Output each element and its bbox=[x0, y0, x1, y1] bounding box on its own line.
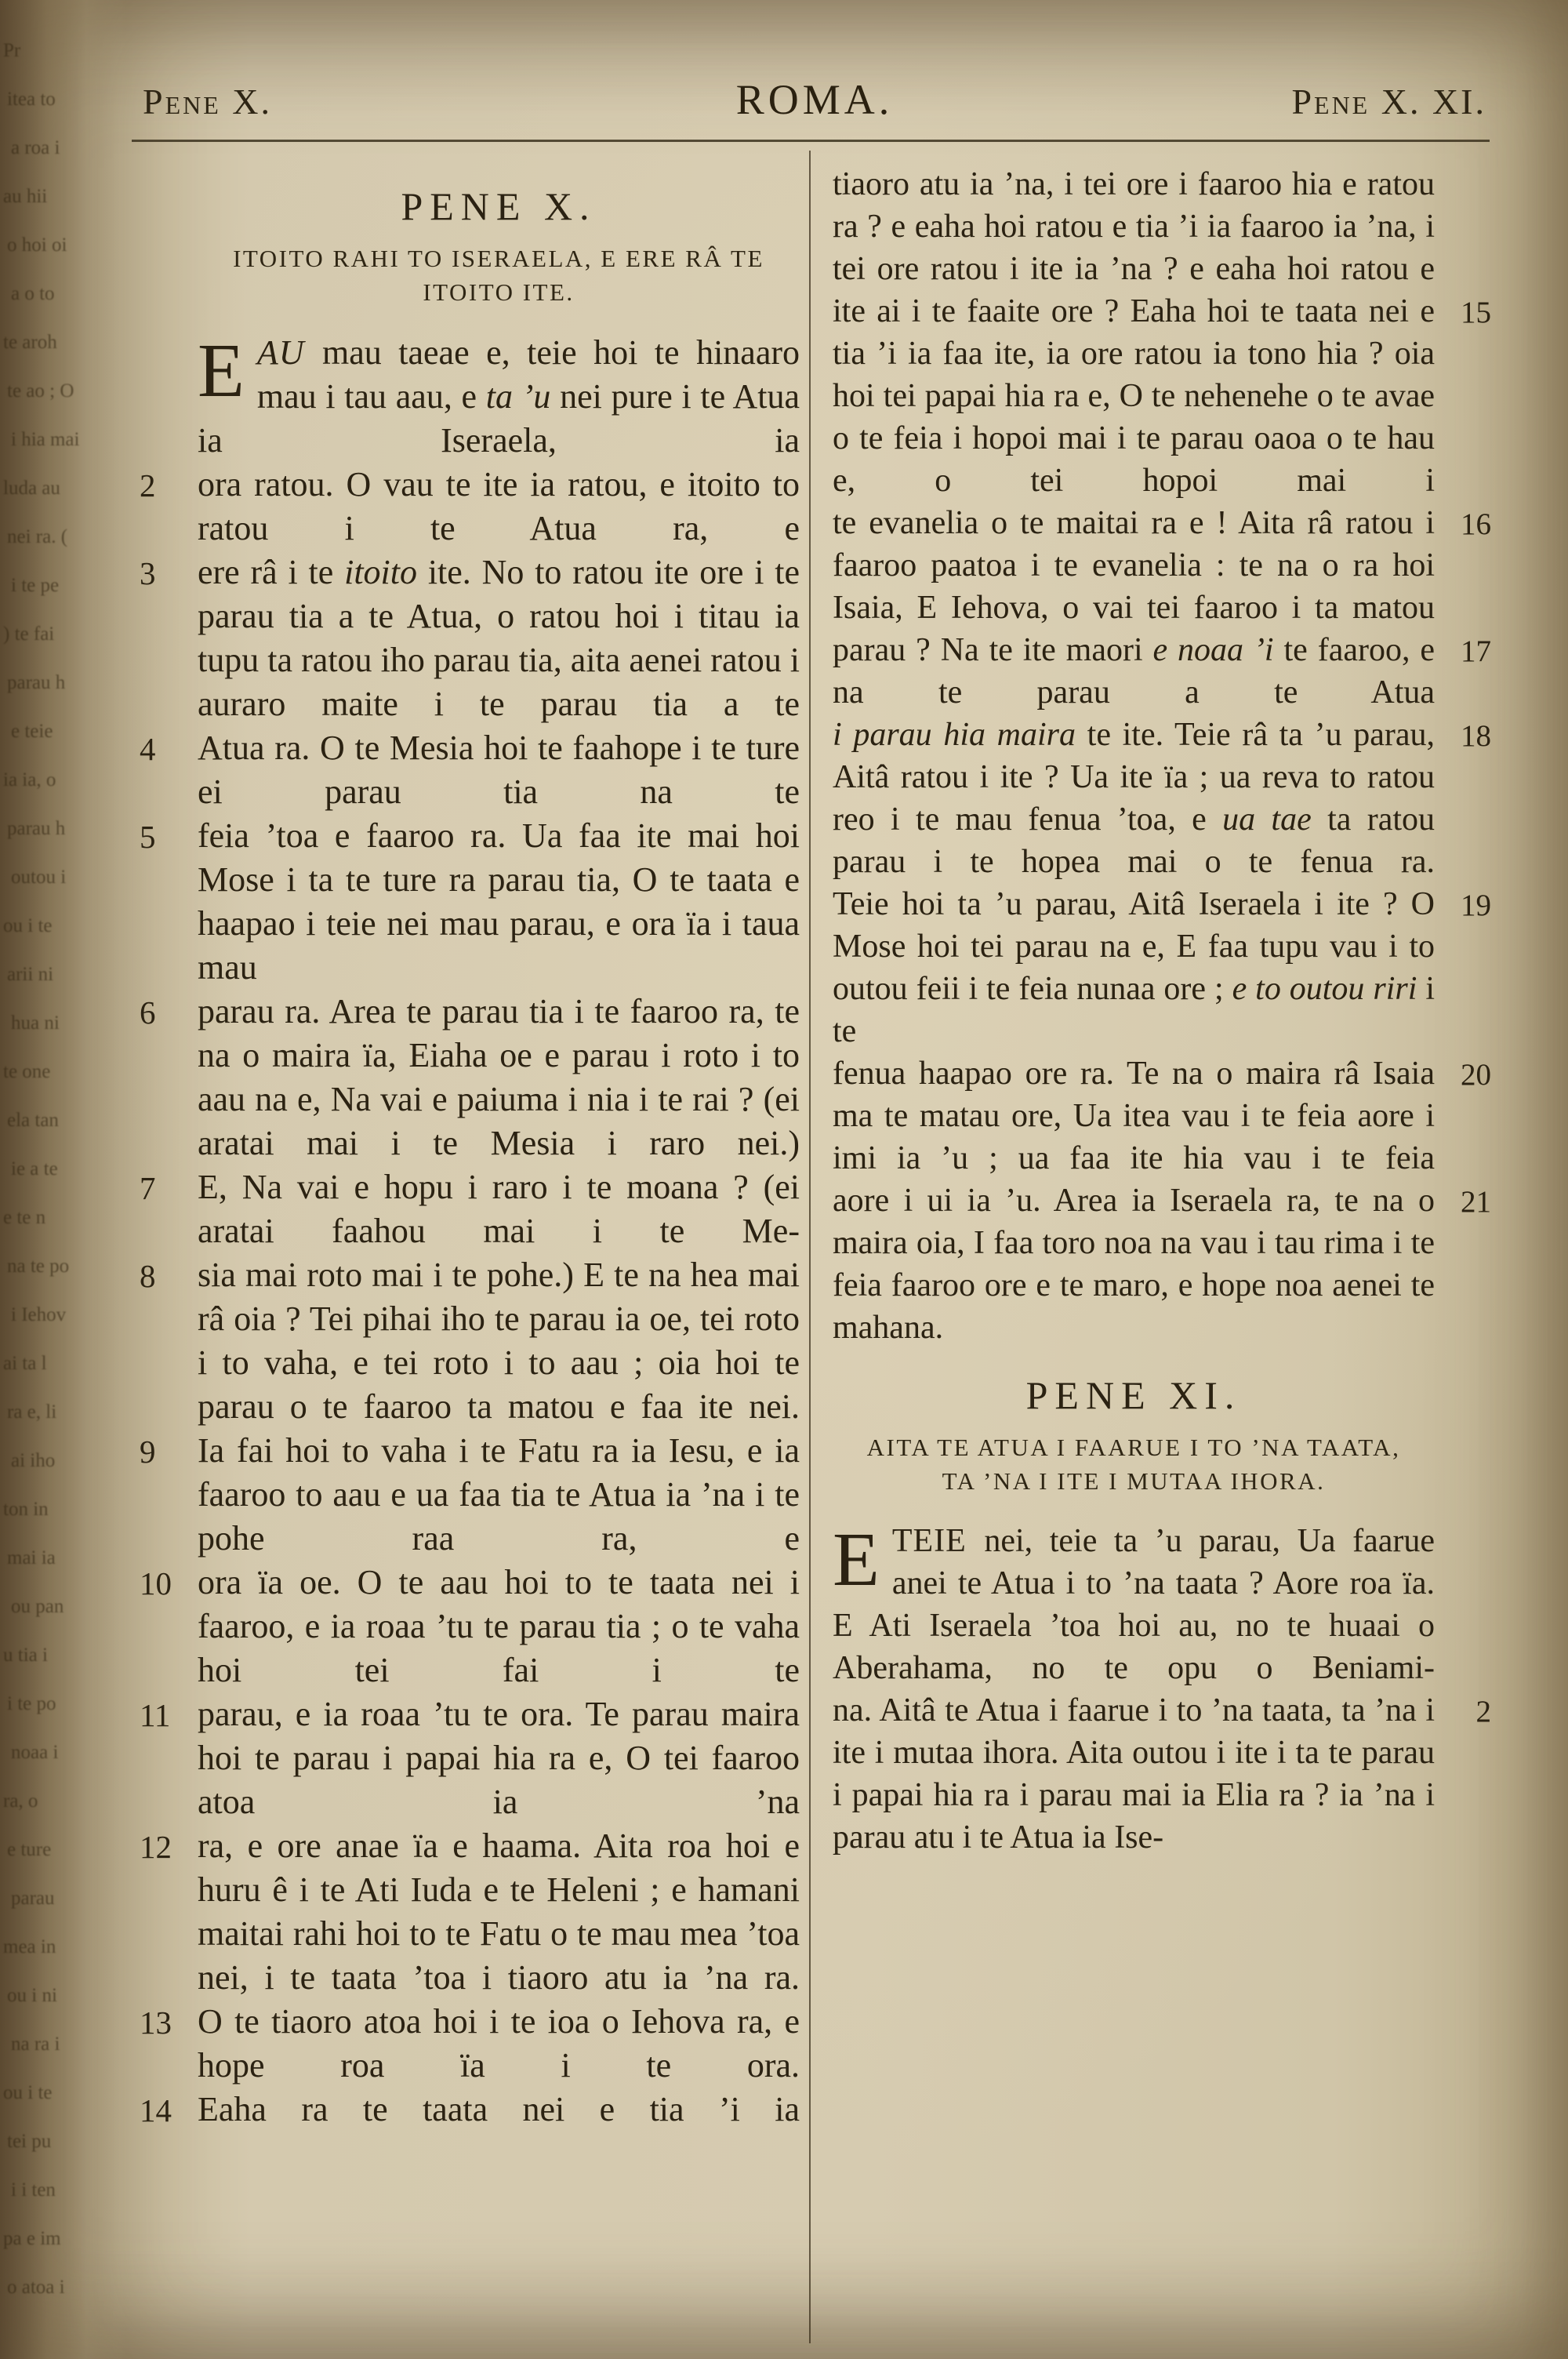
left-column bbox=[140, 163, 800, 2132]
verse bbox=[140, 1561, 800, 1692]
verse-text: sia mai roto mai i te pohe.) E te na hea mai râ oia ? Tei pihai iho te parau ia oe, tei roto i to vaha, e tei roto i to aau ; oia hoi te parau o te faaroo ta matou e faa ite nei. bbox=[198, 1256, 800, 1426]
verse bbox=[140, 1165, 800, 1253]
verse-number: 7 bbox=[140, 1171, 156, 1206]
verse-text: parau ? Na te ite maori bbox=[833, 632, 1153, 668]
edge-text-fragment: e teie bbox=[11, 721, 53, 742]
edge-text-fragment: ton in bbox=[3, 1499, 49, 1520]
edge-text-fragment: au hii bbox=[3, 186, 48, 207]
verse-number: 21 bbox=[1460, 1185, 1491, 1219]
verse-text: E, Na vai e hopu i raro i te moana ? (ei aratai faahou mai i te Me- bbox=[198, 1168, 800, 1250]
edge-text-fragment: e ture bbox=[7, 1839, 52, 1860]
edge-text-fragment: ou pan bbox=[11, 1596, 64, 1617]
edge-text-fragment: i te pe bbox=[11, 575, 60, 596]
verse bbox=[140, 551, 800, 726]
column-divider bbox=[809, 151, 811, 2343]
edge-text-fragment: hua ni bbox=[11, 1012, 60, 1034]
edge-text-fragment: parau h bbox=[7, 672, 66, 693]
edge-text-fragment: luda au bbox=[3, 478, 60, 499]
chapter-xi-title: PENE XI. bbox=[1025, 1373, 1242, 1417]
verse-number: 2 bbox=[1475, 1695, 1491, 1728]
chapter-xi-subtitle: AITA TE ATUA I FAARUE I TO ’NA TAATA, TA ’NA I ITE I MUTAA IHORA. bbox=[866, 1434, 1401, 1495]
edge-text-fragment: arii ni bbox=[7, 964, 54, 985]
edge-text-fragment: i i ten bbox=[11, 2179, 56, 2201]
verse-number: 13 bbox=[140, 2005, 172, 2041]
verse-number: 17 bbox=[1460, 634, 1491, 668]
verse bbox=[140, 2000, 800, 2088]
verse-number: 12 bbox=[140, 1830, 172, 1865]
edge-text-fragment: i hia mai bbox=[11, 429, 80, 450]
right-column bbox=[833, 163, 1491, 1859]
chapter-x-verses bbox=[140, 329, 800, 2132]
edge-text-fragment: ou i ni bbox=[7, 1985, 57, 2006]
verse bbox=[198, 331, 800, 463]
edge-text-fragment: ra, o bbox=[3, 1790, 38, 1812]
edge-text-fragment: ou i te bbox=[3, 2082, 53, 2103]
verse-text: Atua ra. O te Mesia hoi te faahope i te ture ei parau tia na te bbox=[198, 729, 800, 811]
verse-text: parau ra. Area te parau tia i te faaroo ra, te na o maira ïa, Eiaha oe e parau i roto i to aau na e, Na vai e paiuma i nia i te rai ? (ei aratai mai i te Mesia i raro nei.) bbox=[198, 992, 800, 1162]
verse-lead: TEIE bbox=[891, 1523, 985, 1559]
verse bbox=[140, 1692, 800, 1824]
edge-text-fragment: mai ia bbox=[7, 1547, 56, 1568]
verse-text: aore i ui ia ’u. Area ia Iseraela ra, te na o maira oia, I faa toro noa na vau i tau rima i te feia faaroo ore e te maro, e hope noa aenei te mahana. bbox=[833, 1183, 1435, 1346]
verse-number: 15 bbox=[1460, 296, 1491, 329]
verse bbox=[833, 1689, 1491, 1859]
verse-text: fenua haapao ore ra. Te na o maira râ Isaia ma te matau ore, Ua itea vau i te feia aore i imi ia ’u ; ua faa ite hia vau i te feia bbox=[833, 1056, 1435, 1176]
book-title: ROMA. bbox=[735, 76, 894, 123]
running-head-right: Pene X. XI. bbox=[1291, 82, 1486, 122]
edge-text-fragment: parau bbox=[11, 1888, 55, 1909]
chapter-x-verses-continued bbox=[833, 163, 1491, 1349]
verse-number: 11 bbox=[140, 1698, 171, 1733]
edge-text-fragment: a o to bbox=[11, 283, 55, 304]
verse-text: Teie hoi ta ’u parau, Aitâ Iseraela i ite ? O Mose hoi tei parau na e, E faa tupu vau i to outou feii i te feia nunaa ore ; bbox=[833, 886, 1435, 1007]
running-head-left: Pene X. bbox=[143, 82, 273, 122]
edge-text-fragment: i te po bbox=[7, 1693, 56, 1714]
edge-text-fragment: te ao ; O bbox=[7, 380, 74, 402]
verse-text: e to outou riri bbox=[1232, 971, 1417, 1007]
verse-lead: AU bbox=[256, 333, 323, 372]
verse-number: 6 bbox=[140, 995, 156, 1030]
verse-text: te faaroo, e na te parau a te Atua bbox=[833, 632, 1436, 711]
verse-text: ta ratou parau i te hopea mai o te fenua ra. bbox=[833, 801, 1435, 880]
edge-text-fragment: te one bbox=[3, 1061, 51, 1082]
chapter-x-subtitle: ITOITO RAHI TO ISERAELA, E ERE RÂ TE ITOITO ITE. bbox=[233, 245, 764, 306]
verse-number: 20 bbox=[1460, 1058, 1491, 1092]
verse-text: ora ratou. O vau te ite ia ratou, e itoito to ratou i te Atua ra, e bbox=[198, 465, 800, 547]
edge-text-fragment: na te po bbox=[7, 1256, 70, 1277]
verse-text: e noaa ’i bbox=[1152, 632, 1274, 668]
edge-text-fragment: ie a te bbox=[11, 1158, 58, 1180]
verse-text: na. Aitâ te Atua i faarue i to ’na taata, ta ’na i ite i mutaa ihora. Aita outou i ite i ta te parau i papai hia ra i parau mai ia Elia ra ? ia ’na i parau atu i te Atua ia Ise- bbox=[833, 1692, 1435, 1856]
verse-text: itoito bbox=[344, 553, 418, 591]
verse-number: 5 bbox=[140, 820, 156, 855]
verse bbox=[833, 1052, 1491, 1180]
verse-text: ra, e ore anae ïa e haama. Aita roa hoi e huru ê i te Ati Iuda e te Heleni ; e hamani maitai rahi hoi to te Fatu o te mau mea ’toa nei, i te taata ’toa i tiaoro atu ia ’na ra. bbox=[198, 1826, 800, 1997]
verse-text: mau taeae e, teie hoi te hinaaro mau i tau aau, e bbox=[256, 333, 800, 416]
verse bbox=[833, 714, 1491, 883]
verse-text: tiaoro atu ia ’na, i tei ore i faaroo hia e ratou ra ? e eaha hoi ratou e tia ’i ia faaroo ia ’na, i tei ore ratou i ite ia ’na ? e eaha hoi ratou e bbox=[833, 166, 1435, 287]
drop-cap: E bbox=[198, 329, 245, 413]
verse-text: nei, teie ta ’u parau, Ua faarue anei te Atua i to ’na taata ? Aore roa ïa. E Ati Iseraela ’toa hoi au, no te huaai o Aberahama, no te opu o Beniami- bbox=[833, 1523, 1435, 1686]
chapter-xi-verses bbox=[833, 1518, 1491, 1859]
edge-text-fragment: i Iehov bbox=[11, 1304, 67, 1325]
edge-text-fragment: ou i te bbox=[3, 915, 53, 936]
edge-text-fragment: tei pu bbox=[7, 2131, 52, 2152]
verse-text: ite ai i te faaite ore ? Eaha hoi te taata nei e tia ’i ia faa ite, ia ore ratou ia tono hia ? oia hoi tei papai hia ra e, O te nehenehe o te avae o te feia i hopoi mai i te parau oaoa o te hau e, o tei hopoi mai i bbox=[833, 293, 1435, 499]
verse bbox=[833, 1520, 1435, 1689]
edge-text-fragment: nei ra. ( bbox=[7, 526, 68, 547]
chapter-x-title: PENE X. bbox=[401, 184, 597, 228]
verse-text: i te bbox=[833, 971, 1436, 1049]
verse bbox=[833, 629, 1491, 714]
edge-text-fragment: ra e, li bbox=[7, 1401, 57, 1423]
verse-text: te evanelia o te maitai ra e ! Aita râ ratou i faaroo paatoa i te evanelia : te na o ra hoi Isaia, E Iehova, o vai tei faaroo i ta matou bbox=[833, 505, 1435, 626]
edge-text-fragment: o hoi oi bbox=[7, 234, 67, 256]
verse bbox=[833, 163, 1435, 290]
verse bbox=[140, 726, 800, 814]
verse bbox=[140, 1253, 800, 1429]
verse-text: ite. No to ratou ite ore i te parau tia a te Atua, o ratou hoi i titau ia tupu ta ratou iho parau tia, aita aenei ratou i auraro maite i te parau tia a te bbox=[198, 553, 800, 723]
verse-text: i parau hia maira bbox=[833, 717, 1076, 753]
edge-text-fragment: na ra i bbox=[11, 2034, 60, 2055]
verse-number: 14 bbox=[140, 2093, 172, 2128]
verse bbox=[833, 883, 1491, 1052]
verse bbox=[833, 290, 1491, 502]
edge-text-fragment: pa e im bbox=[3, 2228, 61, 2249]
edge-text-fragment: itea to bbox=[7, 89, 56, 110]
verse-text: Eaha ra te taata nei e tia ’i ia bbox=[198, 2090, 800, 2128]
verse bbox=[833, 1180, 1491, 1349]
verse-number: 10 bbox=[140, 1566, 172, 1601]
verse-number: 18 bbox=[1460, 719, 1491, 753]
verse-number: 2 bbox=[140, 468, 156, 503]
verse bbox=[140, 2088, 800, 2132]
verse-number: 3 bbox=[140, 556, 156, 591]
verse bbox=[140, 814, 800, 990]
edge-text-fragment: ia ia, o bbox=[3, 769, 56, 791]
edge-text-fragment: mea in bbox=[3, 1936, 56, 1957]
edge-text-fragment: o atoa i bbox=[7, 2277, 65, 2298]
verse-text: nei pure i te Atua ia Iseraela, ia bbox=[198, 377, 800, 460]
edge-text-fragment: ai ta l bbox=[3, 1353, 47, 1374]
edge-text-fragment: parau h bbox=[7, 818, 66, 839]
verse bbox=[140, 1824, 800, 2000]
left-page-edge bbox=[0, 0, 125, 2359]
verse-number: 19 bbox=[1460, 889, 1491, 922]
edge-text-fragment: Pr bbox=[3, 40, 21, 61]
drop-cap: E bbox=[833, 1518, 880, 1602]
edge-text-fragment: u tia i bbox=[3, 1645, 48, 1666]
edge-text-fragment: outou i bbox=[11, 867, 67, 888]
verse-number: 16 bbox=[1460, 507, 1491, 541]
verse-text: O te tiaoro atoa hoi i te ioa o Iehova ra, e hope roa ïa i te ora. bbox=[198, 2002, 800, 2085]
running-head bbox=[133, 75, 1490, 130]
edge-text-fragment: ela tan bbox=[7, 1110, 59, 1131]
verse-text: ua tae bbox=[1222, 801, 1312, 838]
verse-number: 4 bbox=[140, 732, 156, 767]
edge-text-fragment: ai iho bbox=[11, 1450, 56, 1471]
verse-text: feia ’toa e faaroo ra. Ua faa ite mai hoi Mose i ta te ture ra parau tia, O te taata e haapao i teie nei mau parau, e ora ïa i taua mau bbox=[198, 816, 800, 987]
verse bbox=[140, 990, 800, 1165]
verse-number: 9 bbox=[140, 1434, 156, 1470]
verse bbox=[140, 463, 800, 551]
edge-text-fragment: a roa i bbox=[11, 137, 60, 158]
verse-number: 8 bbox=[140, 1259, 156, 1294]
verse-text: ere râ i te bbox=[198, 553, 345, 591]
verse bbox=[140, 1429, 800, 1561]
verse-text: ora ïa oe. O te aau hoi to te taata nei i faaroo, e ia roaa ’tu te parau tia ; o te vaha hoi tei fai i te bbox=[198, 1563, 800, 1689]
verse bbox=[833, 502, 1491, 629]
edge-text-fragment: ) te fai bbox=[3, 623, 55, 645]
edge-text-fragment: te aroh bbox=[3, 332, 57, 353]
edge-text-fragment: noaa i bbox=[11, 1742, 59, 1763]
verse-text: te ite. Teie râ ta ’u parau, Aitâ ratou i ite ? Ua ite ïa ; ua reva to ratou reo i te mau fenua ’toa, e bbox=[833, 717, 1435, 838]
header-rule bbox=[132, 140, 1490, 142]
verse-text: ta ’u bbox=[485, 377, 551, 416]
verse-text: Ia fai hoi to vaha i te Fatu ra ia Iesu, e ia faaroo to aau e ua faa tia te Atua ia ’na i te pohe raa ra, e bbox=[198, 1431, 800, 1558]
edge-text-fragment: e te n bbox=[3, 1207, 46, 1228]
verse-text: parau, e ia roaa ’tu te ora. Te parau maira hoi te parau i papai hia ra e, O tei faaroo atoa ia ’na bbox=[198, 1695, 800, 1821]
